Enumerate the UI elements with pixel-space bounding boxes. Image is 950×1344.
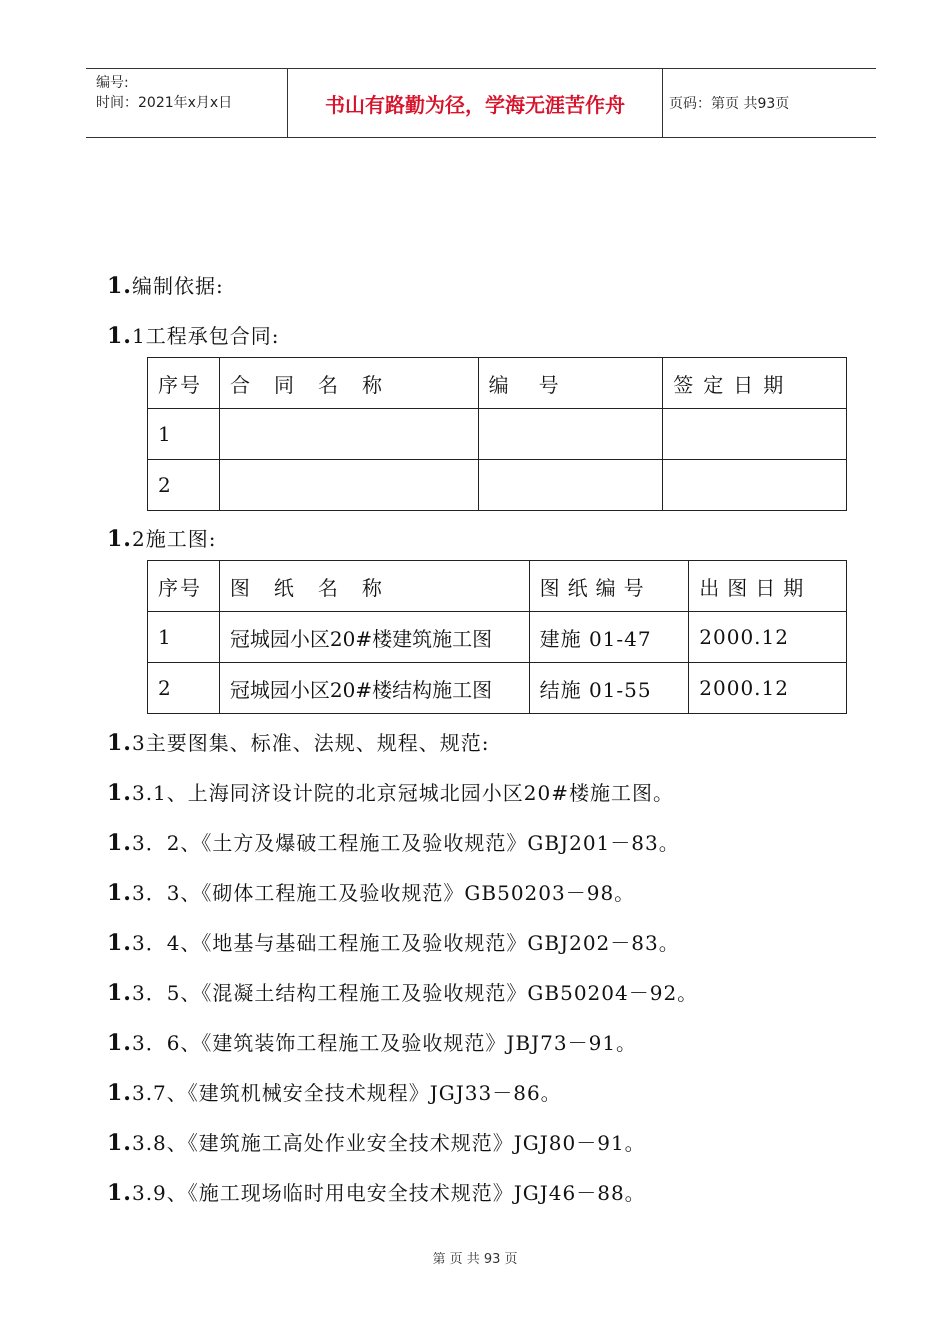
list-item — [107, 877, 635, 906]
table-cell — [663, 409, 847, 460]
table-header-cell: 图纸名称 — [219, 561, 529, 612]
table-cell — [219, 409, 478, 460]
subsection-heading — [107, 727, 489, 756]
list-item — [107, 1127, 646, 1156]
table-header-cell: 签定日期 — [663, 358, 847, 409]
table-header-cell: 合同名称 — [219, 358, 478, 409]
header-motto: 书山有路勤为径，学海无涯苦作舟 — [287, 69, 663, 137]
section-title: 1工程承包合同: — [131, 324, 280, 348]
table-row — [148, 409, 847, 460]
item-number: 1. — [107, 1130, 132, 1156]
page-info: 页码：第页 共93页 — [669, 96, 790, 112]
item-text: 3．6、《建筑装饰工程施工及验收规范》JBJ73－91。 — [131, 1031, 638, 1055]
table-header-cell: 编号 — [478, 358, 663, 409]
item-text: 3.9、《施工现场临时用电安全技术规范》JGJ46－88。 — [131, 1181, 646, 1205]
section-title: 2施工图: — [131, 527, 217, 551]
item-text: 3.7、《建筑机械安全技术规程》JGJ33－86。 — [131, 1081, 562, 1105]
table-header-cell: 图纸编号 — [529, 561, 689, 612]
item-text: 3.1、上海同济设计院的北京冠城北园小区20#楼施工图。 — [131, 781, 674, 805]
table-row — [148, 612, 847, 663]
time-label: 时间：2021年x月x日 — [96, 95, 233, 111]
item-text: 3．3、《砌体工程施工及验收规范》GB50203－98。 — [131, 881, 636, 905]
list-item — [107, 1077, 562, 1106]
item-number: 1. — [107, 830, 132, 856]
contract-table — [147, 357, 847, 511]
table-row — [148, 663, 847, 714]
section-number: 1. — [107, 730, 132, 756]
table-cell: 结施 01-55 — [529, 663, 689, 714]
table-cell: 冠城园小区20#楼结构施工图 — [219, 663, 529, 714]
section-number: 1. — [107, 273, 132, 299]
table-header-row — [148, 358, 847, 409]
table-header-row — [148, 561, 847, 612]
table-cell: 冠城园小区20#楼建筑施工图 — [219, 612, 529, 663]
section-number: 1. — [107, 323, 132, 349]
table-header-cell: 序号 — [148, 358, 220, 409]
item-number: 1. — [107, 780, 132, 806]
table-cell: 建施 01-47 — [529, 612, 689, 663]
section-title: 编制依据: — [131, 274, 224, 298]
drawing-table — [147, 560, 847, 714]
section-heading — [107, 270, 224, 299]
subsection-heading — [107, 523, 216, 552]
page-footer: 第 页 共 93 页 — [432, 1252, 518, 1267]
list-item — [107, 977, 698, 1006]
item-text: 3.8、《建筑施工高处作业安全技术规范》JGJ80－91。 — [131, 1131, 646, 1155]
header-meta — [86, 69, 287, 137]
item-number: 1. — [107, 880, 132, 906]
list-item — [107, 777, 674, 806]
item-number: 1. — [107, 1030, 132, 1056]
section-title: 3主要图集、标准、法规、规程、规范: — [131, 731, 490, 755]
table-header-cell: 出图日期 — [689, 561, 847, 612]
table-header-cell: 序号 — [148, 561, 220, 612]
list-item — [107, 827, 680, 856]
table-cell: 1 — [148, 409, 220, 460]
item-text: 3．5、《混凝土结构工程施工及验收规范》GB50204－92。 — [131, 981, 699, 1005]
table-cell — [219, 460, 478, 511]
section-number: 1. — [107, 526, 132, 552]
table-row — [148, 460, 847, 511]
code-label: 编号: — [96, 75, 129, 91]
table-cell: 2 — [148, 663, 220, 714]
table-cell: 1 — [148, 612, 220, 663]
table-cell — [478, 460, 663, 511]
table-cell — [663, 460, 847, 511]
list-item — [107, 927, 680, 956]
item-number: 1. — [107, 980, 132, 1006]
table-cell: 2000.12 — [689, 663, 847, 714]
list-item — [107, 1177, 646, 1206]
table-cell — [478, 409, 663, 460]
item-text: 3．2、《土方及爆破工程施工及验收规范》GBJ201－83。 — [131, 831, 680, 855]
item-number: 1. — [107, 930, 132, 956]
list-item — [107, 1027, 637, 1056]
item-number: 1. — [107, 1080, 132, 1106]
table-cell: 2000.12 — [689, 612, 847, 663]
table-cell: 2 — [148, 460, 220, 511]
item-number: 1. — [107, 1180, 132, 1206]
page-header — [86, 68, 876, 138]
item-text: 3．4、《地基与基础工程施工及验收规范》GBJ202－83。 — [131, 931, 680, 955]
subsection-heading — [107, 320, 279, 349]
